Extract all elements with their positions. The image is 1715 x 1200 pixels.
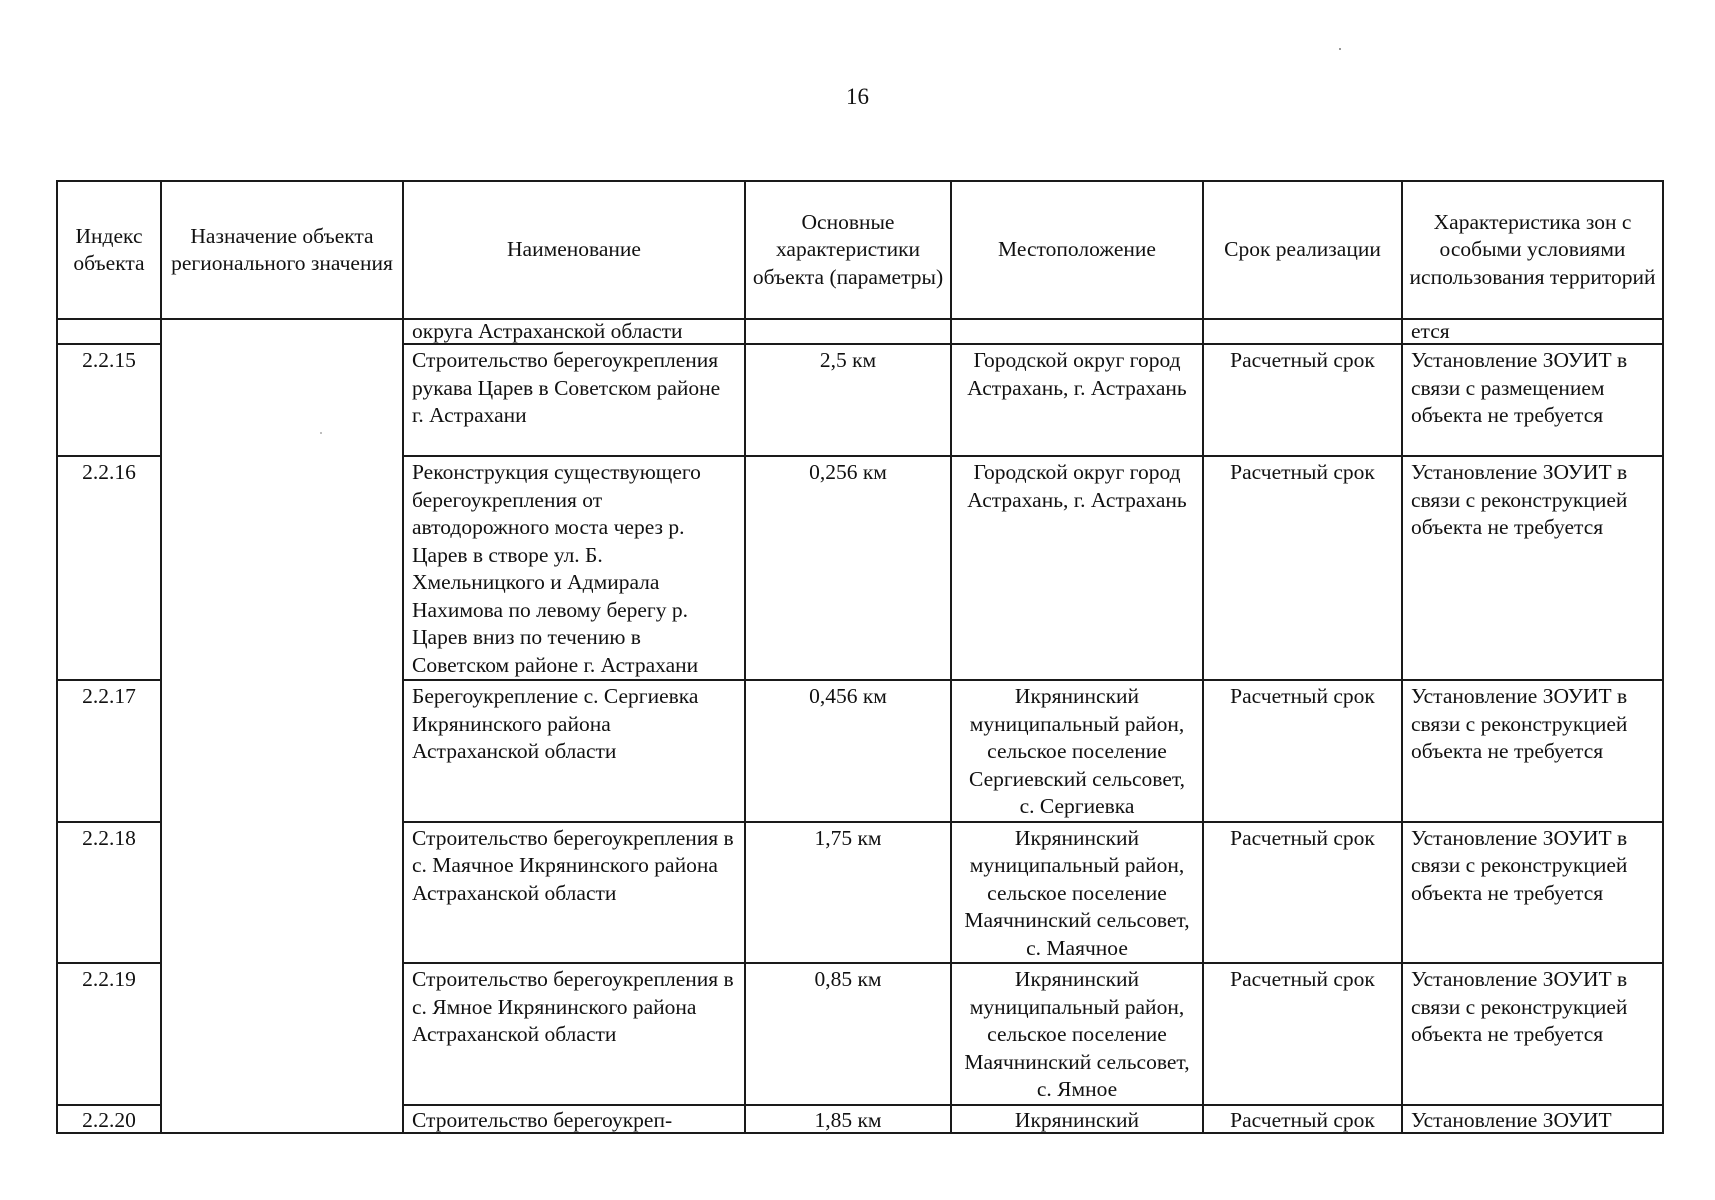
cell-index: 2.2.19 xyxy=(57,963,161,1105)
cell-location xyxy=(951,319,1203,344)
cell-name: Реконструкция существующего берегоукрепления от автодорожного моста через р. Царев в створе ул. Б. Хмельницкого и Адмирала Нахимова по левому берегу р. Царев вниз по течению в Советском районе г. Астрахани xyxy=(403,456,745,680)
cell-location: Городской округ город Астрахань, г. Астрахань xyxy=(951,456,1203,680)
cell-term: Расчетный срок xyxy=(1203,963,1402,1105)
cell-params xyxy=(745,319,951,344)
cell-purpose-merged xyxy=(161,319,403,1133)
cell-location: Городской округ город Астрахань, г. Астрахань xyxy=(951,344,1203,456)
cell-zones: Установление ЗОУИТ в связи с реконструкцией объекта не требуется xyxy=(1402,963,1663,1105)
cell-zones: Установление ЗОУИТ xyxy=(1402,1105,1663,1133)
cell-zones: Установление ЗОУИТ в связи с размещением объекта не требуется xyxy=(1402,344,1663,456)
cell-params: 1,85 км xyxy=(745,1105,951,1133)
header-index: Индекс объекта xyxy=(57,181,161,319)
header-term: Срок реализации xyxy=(1203,181,1402,319)
cell-name: Строительство берегоукрепления в с. Маячное Икрянинского района Астраханской области xyxy=(403,822,745,964)
scan-speck xyxy=(1339,48,1341,50)
cell-location: Икрянинский муниципальный район, сельское поселение Маячнинский сельсовет, с. Маячное xyxy=(951,822,1203,964)
cell-location: Икрянинский муниципальный район, сельское поселение Маячнинский сельсовет, с. Ямное xyxy=(951,963,1203,1105)
cell-name: Строительство берегоукреп- xyxy=(403,1105,745,1133)
header-name: Наименование xyxy=(403,181,745,319)
cell-name: Строительство берегоукрепления в с. Ямное Икрянинского района Астраханской области xyxy=(403,963,745,1105)
header-params: Основные характеристики объекта (параметры) xyxy=(745,181,951,319)
cell-term xyxy=(1203,319,1402,344)
cell-index xyxy=(57,319,161,344)
cell-term: Расчетный срок xyxy=(1203,1105,1402,1133)
cell-term: Расчетный срок xyxy=(1203,344,1402,456)
cell-name: Берегоукрепление с. Сергиевка Икрянинского района Астраханской области xyxy=(403,680,745,822)
cell-zones: Установление ЗОУИТ в связи с реконструкцией объекта не требуется xyxy=(1402,680,1663,822)
header-zones: Характеристика зон с особыми условиями использования территорий xyxy=(1402,181,1663,319)
cell-params: 0,85 км xyxy=(745,963,951,1105)
cell-index: 2.2.15 xyxy=(57,344,161,456)
cell-term: Расчетный срок xyxy=(1203,680,1402,822)
cell-term: Расчетный срок xyxy=(1203,456,1402,680)
cell-zones: Установление ЗОУИТ в связи с реконструкцией объекта не требуется xyxy=(1402,456,1663,680)
cell-index: 2.2.20 xyxy=(57,1105,161,1133)
cell-index: 2.2.17 xyxy=(57,680,161,822)
table-row-continuation xyxy=(57,319,1663,344)
regional-objects-table xyxy=(56,180,1664,1134)
cell-params: 0,256 км xyxy=(745,456,951,680)
table-header-row xyxy=(57,181,1663,319)
cell-params: 2,5 км xyxy=(745,344,951,456)
cell-location: Икрянинский xyxy=(951,1105,1203,1133)
cell-name: Строительство берегоукрепления рукава Царев в Советском районе г. Астрахани xyxy=(403,344,745,456)
cell-index: 2.2.18 xyxy=(57,822,161,964)
cell-term: Расчетный срок xyxy=(1203,822,1402,964)
cell-params: 0,456 км xyxy=(745,680,951,822)
cell-name: округа Астраханской области xyxy=(403,319,745,344)
header-location: Местоположение xyxy=(951,181,1203,319)
cell-index: 2.2.16 xyxy=(57,456,161,680)
cell-location: Икрянинский муниципальный район, сельское поселение Сергиевский сельсовет, с. Сергиевка xyxy=(951,680,1203,822)
cell-zones: Установление ЗОУИТ в связи с реконструкцией объекта не требуется xyxy=(1402,822,1663,964)
cell-params: 1,75 км xyxy=(745,822,951,964)
cell-zones: ется xyxy=(1402,319,1663,344)
header-purpose: Назначение объекта регионального значения xyxy=(161,181,403,319)
page-number: 16 xyxy=(846,84,869,109)
